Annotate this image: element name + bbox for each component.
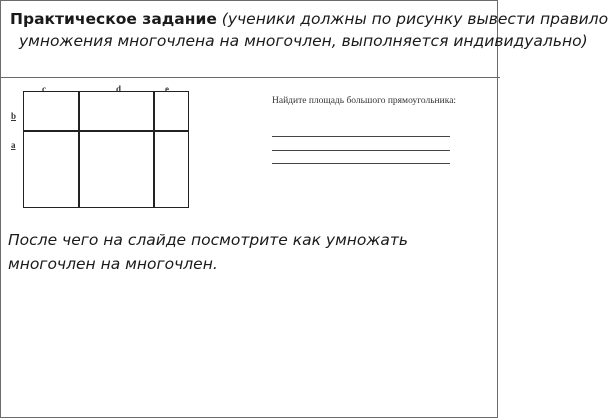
divider-horizontal bbox=[24, 130, 188, 132]
divider-vertical-2 bbox=[153, 92, 155, 207]
col-label-e: e bbox=[165, 84, 169, 94]
col-label-d: d bbox=[116, 84, 122, 94]
answer-line-3 bbox=[272, 163, 450, 164]
question-text: Найдите площадь большого прямоугольника: bbox=[272, 96, 457, 106]
big-rectangle bbox=[23, 91, 189, 208]
task-header bbox=[0, 0, 608, 78]
row-label-b: b bbox=[11, 111, 17, 121]
after-instructions: После чего на слайде посмотрите как умножать многочлен на многочлен. bbox=[8, 231, 409, 273]
divider-vertical-1 bbox=[78, 92, 80, 207]
task-note-2: умножения многочлена на многочлен, выполняется индивидуально) bbox=[19, 32, 588, 50]
row-label-a: a bbox=[11, 140, 16, 150]
answer-line-1 bbox=[272, 136, 450, 137]
task-note-1: (ученики должны по рисунку вывести правило bbox=[221, 10, 608, 28]
task-line-1 bbox=[8, 8, 608, 30]
col-label-c: c bbox=[42, 84, 46, 94]
answer-line-2 bbox=[272, 150, 450, 151]
task-title: Практическое задание bbox=[10, 10, 217, 28]
